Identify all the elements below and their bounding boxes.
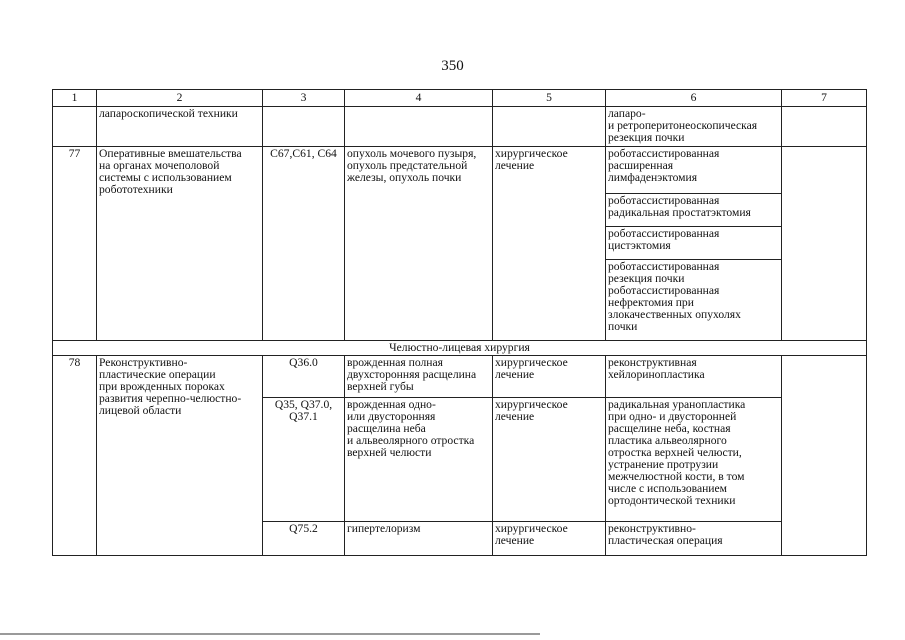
table-row-77 — [53, 147, 867, 341]
intervention-name: Реконструктивно- пластические операции при врожденных пороках развития черепно-челюстно- лицевой области — [97, 356, 263, 556]
header-row — [53, 90, 867, 107]
empty-cell — [782, 356, 867, 556]
header-cell: 3 — [263, 90, 345, 107]
scan-artifact-line — [0, 633, 540, 635]
methods-cell — [606, 147, 782, 341]
diagnosis-codes: Q36.0 — [263, 356, 345, 398]
empty-cell — [782, 107, 867, 147]
continuation-name: лапароскопической техники — [97, 107, 263, 147]
treatment-type: хирургическое лечение — [493, 522, 606, 556]
intervention-name: Оперативные вмешательства на органах мочеполовой системы с использованием робототехники — [97, 147, 263, 341]
treatment-type: хирургическое лечение — [493, 356, 606, 398]
treatment-type: хирургическое лечение — [493, 147, 606, 341]
patient-model: опухоль мочевого пузыря, опухоль предстательной железы, опухоль почки — [345, 147, 493, 341]
empty-cell — [53, 107, 97, 147]
header-cell: 1 — [53, 90, 97, 107]
empty-cell — [493, 107, 606, 147]
method-item: роботассистированная радикальная простатэктомия — [606, 193, 781, 226]
method-item: реконструктивно- пластическая операция — [606, 522, 782, 556]
continuation-row — [53, 107, 867, 147]
continuation-method: лапаро- и ретроперитонеоскопическая резекция почки — [606, 107, 782, 147]
table-row-78 — [53, 356, 867, 398]
section-row — [53, 341, 867, 356]
method-item: роботассистированная резекция почки роботассистированная нефректомия при злокачественных опухолях почки — [606, 259, 781, 340]
row-number: 78 — [53, 356, 97, 556]
method-item: роботассистированная цистэктомия — [606, 226, 781, 259]
row-number: 77 — [53, 147, 97, 341]
method-item: реконструктивная хейлоринопластика — [606, 356, 782, 398]
empty-cell — [782, 147, 867, 341]
page-number: 350 — [441, 58, 464, 74]
header-cell: 6 — [606, 90, 782, 107]
treatment-type: хирургическое лечение — [493, 398, 606, 522]
header-cell: 4 — [345, 90, 493, 107]
diagnosis-codes: Q35, Q37.0, Q37.1 — [263, 398, 345, 522]
patient-model: врожденная одно- или двусторонняя расщелина неба и альвеолярного отростка верхней челюсти — [345, 398, 493, 522]
patient-model: гипертелоризм — [345, 522, 493, 556]
diagnosis-codes: Q75.2 — [263, 522, 345, 556]
patient-model: врожденная полная двухсторонняя расщелина верхней губы — [345, 356, 493, 398]
methods-list — [606, 147, 781, 340]
method-item: роботассистированная расширенная лимфаденэктомия — [608, 147, 720, 184]
header-cell: 5 — [493, 90, 606, 107]
header-cell: 7 — [782, 90, 867, 107]
empty-cell — [345, 107, 493, 147]
medical-care-table — [52, 89, 867, 556]
empty-cell — [263, 107, 345, 147]
method-item: радикальная уранопластика при одно- и двусторонней расщелине неба, костная пластика альвеолярного отростка верхней челюсти, устранение протрузии межчелюстной кости, в том числе с использованием ортодонтической техники — [606, 398, 782, 522]
section-title: Челюстно-лицевая хирургия — [53, 341, 867, 356]
diagnosis-codes: C67,C61, C64 — [263, 147, 345, 341]
header-cell: 2 — [97, 90, 263, 107]
